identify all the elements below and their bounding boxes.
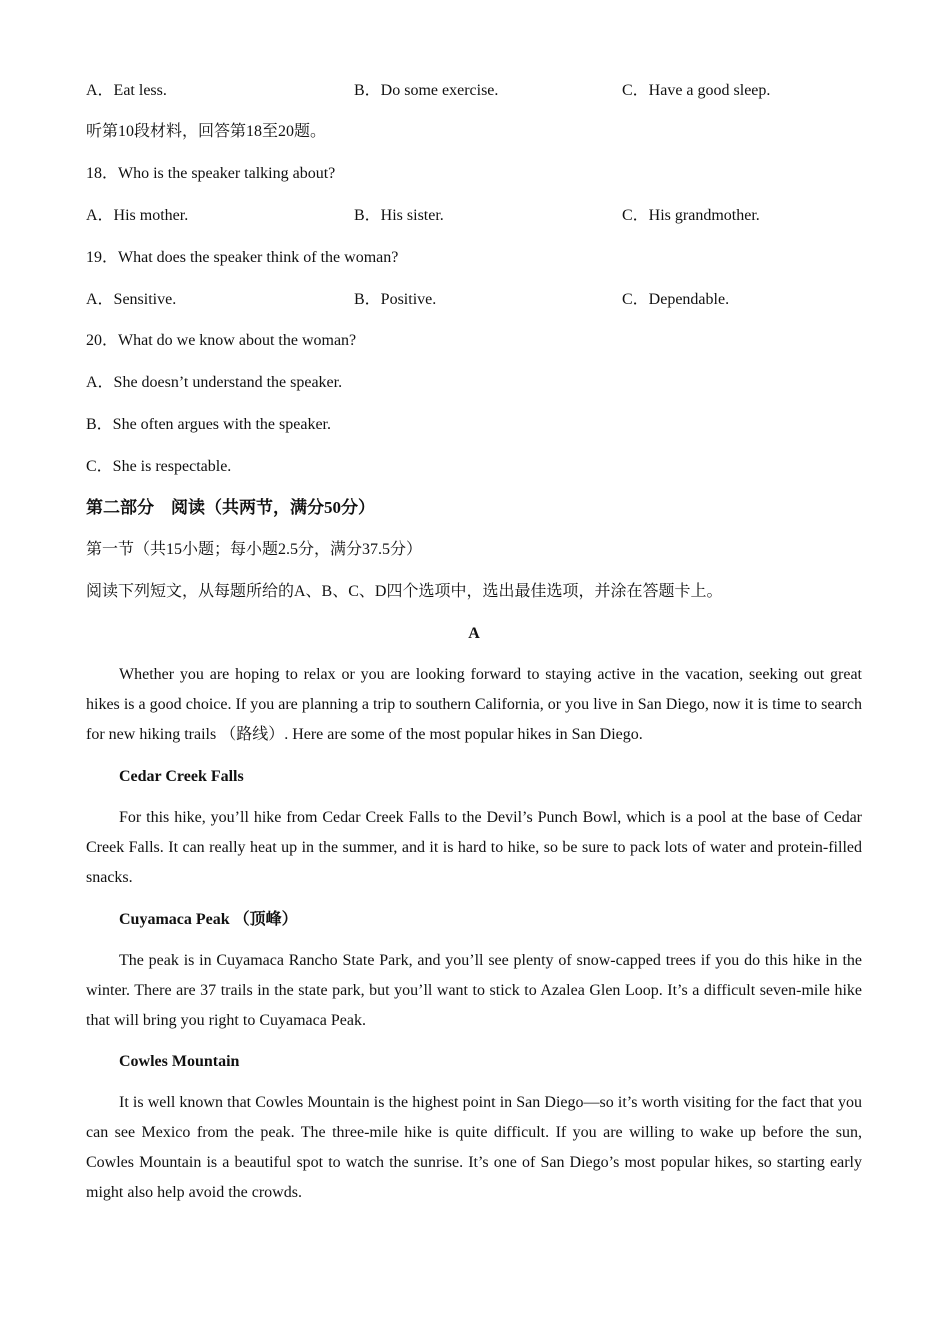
q19-option-b: B．Positive. bbox=[354, 291, 437, 308]
reading-instruction: 阅读下列短文，从每题所给的A、B、C、D四个选项中，选出最佳选项，并涂在答题卡上。 bbox=[86, 583, 723, 600]
q18-option-b: B．His sister. bbox=[354, 207, 444, 224]
section-body-cuyamaca: The peak is in Cuyamaca Rancho State Park, and you’ll see plenty of snow-capped trees if you do this hike in the winter. There are 37 trails in the state park, but you’ll want to stick to Azalea Glen Loop. It’s a difficult seven-mile hike that will bring you right to Cuyamaca Peak. bbox=[86, 952, 862, 1029]
section-heading-cowles: Cowles Mountain bbox=[119, 1053, 240, 1070]
q18-option-a: A．His mother. bbox=[86, 207, 189, 224]
q17-option-a: A．Eat less. bbox=[86, 82, 167, 99]
section1-title: 第一节（共15小题；每小题2.5分，满分37.5分） bbox=[86, 541, 423, 558]
q20-option-b: B．She often argues with the speaker. bbox=[86, 416, 331, 433]
part2-title: 第二部分 阅读（共两节，满分50分） bbox=[86, 498, 375, 517]
q20-question: 20．What do we know about the woman? bbox=[86, 332, 357, 349]
q19-question: 19．What does the speaker think of the woman? bbox=[86, 249, 399, 266]
section-body-cowles: It is well known that Cowles Mountain is the highest point in San Diego—so it’s worth visiting for the fact that you can see Mexico from the peak. The three-mile hike is quite difficult. If you are willing to wake up before the sun, Cowles Mountain is a beautiful spot to watch the sunrise. It’s one of San Diego’s most popular hikes, so starting early might also help avoid the crowds. bbox=[86, 1094, 862, 1201]
listening-instruction: 听第10段材料，回答第18至20题。 bbox=[86, 123, 327, 140]
q17-option-c: C．Have a good sleep. bbox=[622, 82, 771, 99]
q19-option-c: C．Dependable. bbox=[622, 291, 730, 308]
section-heading-cuyamaca: Cuyamaca Peak （顶峰） bbox=[119, 911, 298, 928]
q19-option-a: A．Sensitive. bbox=[86, 291, 177, 308]
q18-option-c: C．His grandmother. bbox=[622, 207, 760, 224]
passage-label: A bbox=[468, 625, 480, 642]
section-body-cedar-creek: For this hike, you’ll hike from Cedar Creek Falls to the Devil’s Punch Bowl, which is a pool at the base of Cedar Creek Falls. It can really heat up in the summer, and it is hard to hike, so be sure to pack lots of water and protein-filled snacks. bbox=[86, 809, 862, 886]
q17-option-b: B．Do some exercise. bbox=[354, 82, 499, 99]
section-heading-cedar-creek: Cedar Creek Falls bbox=[119, 768, 244, 785]
q18-question: 18．Who is the speaker talking about? bbox=[86, 165, 336, 182]
q20-option-a: A．She doesn’t understand the speaker. bbox=[86, 374, 343, 391]
q20-option-c: C．She is respectable. bbox=[86, 458, 232, 475]
passage-intro: Whether you are hoping to relax or you are looking forward to staying active in the vacation, seeking out great hikes is a good choice. If you are planning a trip to southern California, or you live in San Diego, now it is time to search for new hiking trails （路线）. Here are some of the most popular hikes in San Diego. bbox=[86, 666, 862, 743]
